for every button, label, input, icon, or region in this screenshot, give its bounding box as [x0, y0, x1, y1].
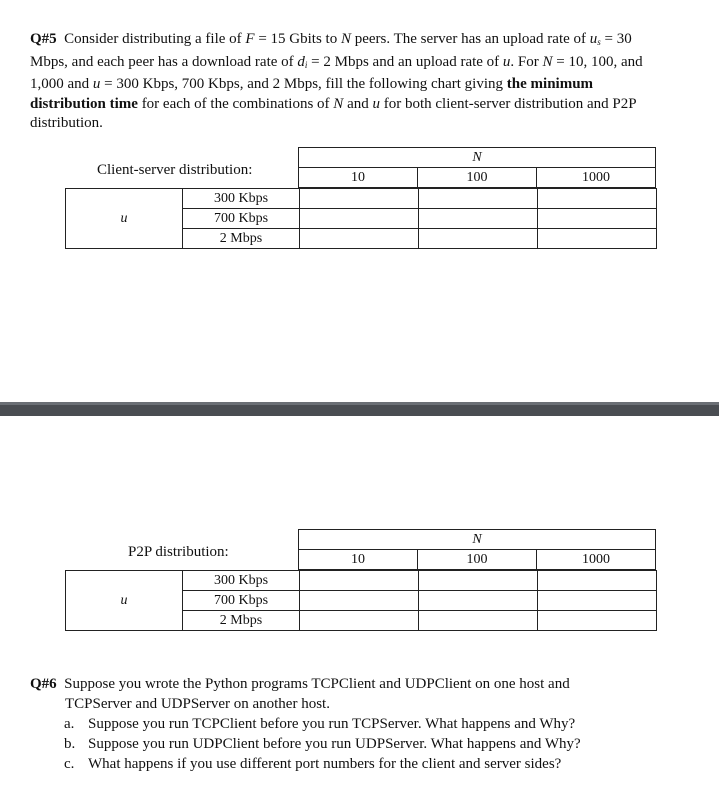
var-di: d: [297, 53, 305, 70]
u-value-2mbps: 2 Mbps: [183, 229, 300, 249]
var-us: u: [589, 31, 598, 47]
n-value-100: 100: [418, 168, 537, 188]
p2p-table: [65, 570, 657, 631]
table-cell[interactable]: [538, 189, 657, 209]
list-item-text: What happens if you use different port numbers for the client and server sides?: [88, 756, 562, 772]
q6-number: Q#6: [30, 676, 57, 692]
p2p-header-table: [298, 529, 656, 570]
table-cell[interactable]: [300, 591, 419, 611]
var-f: F: [245, 31, 255, 47]
n-value-1000: 1000: [537, 550, 656, 570]
q5-text: = 2 Mbps and an upload rate of: [307, 53, 503, 70]
table-cell[interactable]: [419, 571, 538, 591]
u-value-300kbps: 300 Kbps: [183, 189, 300, 209]
var-us-sub: s: [597, 37, 601, 47]
var-n: N: [333, 95, 344, 112]
u-label: u: [66, 189, 183, 249]
p2p-label: P2P distribution:: [128, 544, 229, 560]
list-item: [30, 754, 670, 774]
q5-text: = 15 Gbits to: [254, 31, 341, 47]
list-item: [30, 714, 670, 734]
q5-text: . For: [510, 53, 543, 70]
u-value-2mbps: 2 Mbps: [183, 611, 300, 631]
divider-highlight: [0, 402, 719, 405]
table-cell[interactable]: [300, 611, 419, 631]
q5-text: for both client-server distribution and P2P distribution.: [30, 95, 637, 131]
list-marker: b.: [64, 736, 76, 752]
var-u: u: [92, 76, 101, 92]
q5-text: = 300 Kbps, 700 Kbps, and 2 Mbps, fill the following chart giving: [100, 76, 507, 92]
n-value-10: 10: [299, 168, 418, 188]
client-server-label: Client-server distribution:: [97, 162, 253, 178]
table-cell[interactable]: [419, 591, 538, 611]
table-cell[interactable]: [300, 571, 419, 591]
table-cell[interactable]: [538, 209, 657, 229]
u-value-300kbps: 300 Kbps: [183, 571, 300, 591]
var-u: u: [502, 53, 511, 70]
q5-emphasis: the minimum distribution time: [30, 76, 594, 112]
table-cell[interactable]: [419, 229, 538, 249]
q5-text: Consider distributing a file of: [64, 31, 246, 47]
q5-text: for each of the combinations of: [137, 95, 334, 112]
table-cell[interactable]: [300, 229, 419, 249]
list-item: [30, 734, 670, 754]
question-6: [30, 674, 670, 774]
table-cell[interactable]: [538, 229, 657, 249]
q6-intro-line-2: TCPServer and UDPServer on another host.: [65, 696, 330, 712]
n-value-1000: 1000: [537, 168, 656, 188]
list-item-text: Suppose you run TCPClient before you run TCPServer. What happens and Why?: [88, 716, 576, 732]
page-divider: [0, 402, 719, 416]
q6-intro-line-1: Suppose you wrote the Python programs TCPClient and UDPClient on one host and: [64, 676, 570, 692]
n-value-100: 100: [418, 550, 537, 570]
q5-text: = 10, 100, and 1,000 and: [30, 53, 643, 92]
table-cell[interactable]: [538, 591, 657, 611]
table-cell[interactable]: [419, 189, 538, 209]
n-header: N: [299, 148, 656, 168]
q5-number: Q#5: [30, 31, 57, 47]
var-u: u: [372, 95, 380, 112]
client-server-header-table: [298, 147, 656, 188]
u-value-700kbps: 700 Kbps: [183, 209, 300, 229]
n-value-10: 10: [299, 550, 418, 570]
n-header: N: [299, 530, 656, 550]
q6-intro: [30, 674, 670, 694]
q6-list: [30, 714, 670, 774]
u-value-700kbps: 700 Kbps: [183, 591, 300, 611]
u-label: u: [66, 571, 183, 631]
list-marker: a.: [64, 716, 75, 732]
table-cell[interactable]: [419, 611, 538, 631]
var-di-sub: i: [304, 59, 308, 70]
list-item-text: Suppose you run UDPClient before you run UDPServer. What happens and Why?: [88, 736, 581, 752]
table-cell[interactable]: [300, 209, 419, 229]
table-cell[interactable]: [300, 189, 419, 209]
q5-text: peers. The server has an upload rate of: [350, 31, 590, 47]
table-cell[interactable]: [538, 571, 657, 591]
var-n: N: [340, 31, 351, 47]
var-n: N: [542, 53, 553, 70]
client-server-table: [65, 188, 657, 249]
list-marker: c.: [64, 756, 75, 772]
table-cell[interactable]: [419, 209, 538, 229]
question-5: [30, 30, 660, 134]
q5-text: and: [343, 95, 373, 112]
q5-text: = 30 Mbps, and each peer has a download rate of: [30, 31, 632, 70]
table-cell[interactable]: [538, 611, 657, 631]
